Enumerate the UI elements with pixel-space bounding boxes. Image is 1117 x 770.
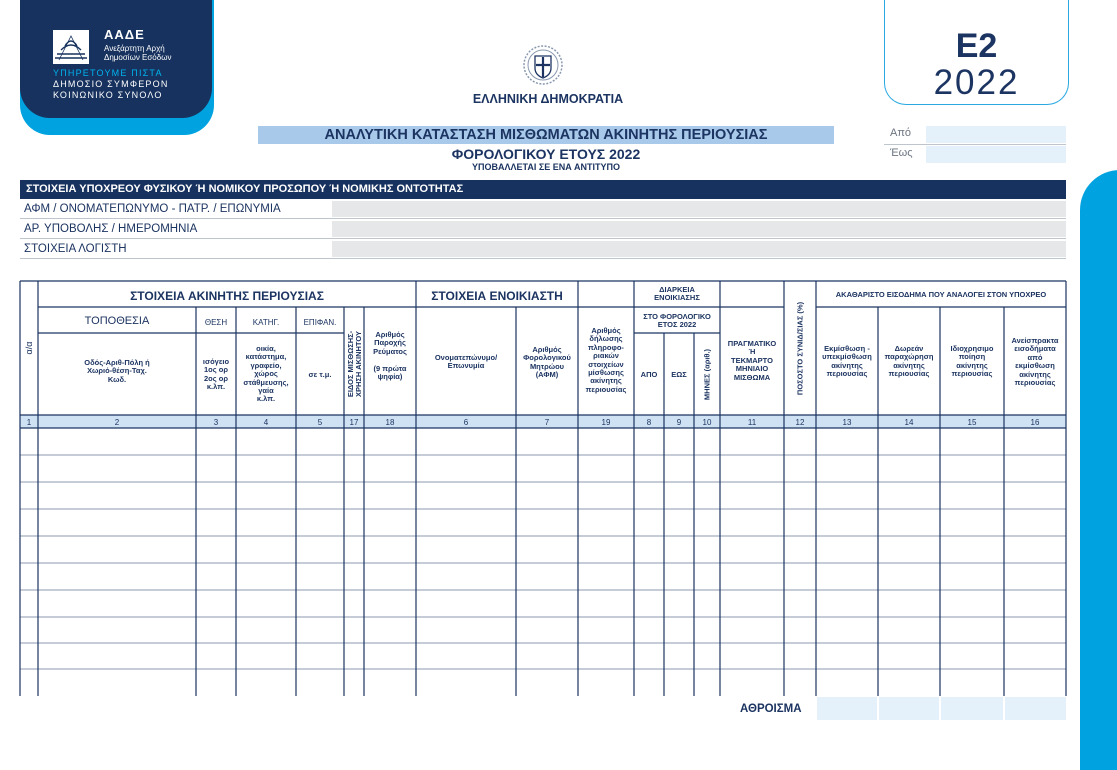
col-number: 3 — [213, 418, 219, 427]
from-label: Από — [890, 127, 912, 139]
afm-label: ΑΦΜ / ΟΝΟΜΑΤΕΠΩΝΥΜΟ - ΠΑΤΡ. / ΕΠΩΝΥΜΙΑ — [24, 203, 281, 215]
duration-group-header: ΔΙΑΡΚΕΙΑ ΕΝΟΙΚΙΑΣΗΣ — [654, 285, 700, 303]
aade-brand: ΑΑΔΕ — [104, 27, 145, 42]
col-number: 6 — [463, 418, 469, 427]
uncollected-header: Ανείσπρακτα εισοδήματα από εκμίσθωση ακίνητης περιουσίας — [1011, 336, 1059, 388]
col-number: 16 — [1030, 418, 1040, 427]
col-number: 1 — [26, 418, 32, 427]
income-group-header: ΑΚΑΘΑΡΙΣΤΟ ΕΙΣΟΔΗΜΑ ΠΟΥ ΑΝΑΛΟΓΕΙ ΣΤΟΝ ΥΠΟΧΡΕΟ — [835, 290, 1047, 299]
sublease-header: Εκμίσθωση - υπεκμίσθωση ακίνητης περιουσίας — [822, 344, 872, 379]
address-header: Οδός-Αριθ-Πόλη ή Χωριό-θέση-Ταχ. Κωδ. — [84, 358, 150, 384]
total-sublease-field[interactable] — [817, 697, 877, 720]
submission-note: ΥΠΟΒΑΛΛΕΤΑΙ ΣΕ ΕΝΑ ΑΝΤΙΤΥΠΟ — [472, 162, 620, 172]
col-number: 17 — [349, 418, 359, 427]
rent-header: ΠΡΑΓΜΑΤΙΚΟ Ή ΤΕΚΜΑΡΤΟ ΜΗΝΙΑΙΟ ΜΙΣΘΩΜΑ — [727, 339, 777, 382]
col-number: 14 — [904, 418, 914, 427]
republic-title: ΕΛΛΗΝΙΚΗ ΔΗΜΟΚΡΑΤΙΑ — [472, 92, 624, 106]
in-year-header: ΣΤΟ ΦΟΡΟΛΟΓΙΚΟ ΕΤΟΣ 2022 — [643, 312, 711, 330]
form-title: ΑΝΑΛΥΤΙΚΗ ΚΑΤΑΣΤΑΣΗ ΜΙΣΘΩΜΑΤΩΝ ΑΚΙΝΗΤΗΣ ΠΕΡΙΟΥΣΙΑΣ — [258, 126, 834, 144]
col-number: 11 — [747, 418, 757, 427]
location-header: ΤΟΠΟΘΕΣΙΑ — [84, 315, 150, 327]
category-desc-header: οικία, κατάστημα, γραφείο, χώρος στάθμευσης, γαία κ.λπ. — [243, 344, 289, 404]
months-header: ΜΗΝΕΣ (αριθ.) — [702, 348, 712, 401]
free-grant-header: Δωρεάν παραχώρηση ακίνητης περιουσίας — [884, 344, 934, 379]
lease-declaration-header: Αριθμός δήλωσης πληροφο- ριακών στοιχείων μίσθωσης ακίνητης περιουσίας — [585, 326, 627, 394]
col-number: 18 — [385, 418, 395, 427]
taxpayer-section-header: ΣΤΟΙΧΕΙΑ ΥΠΟΧΡΕΟΥ ΦΥΣΙΚΟΥ Ή ΝΟΜΙΚΟΥ ΠΡΟΣΩΠΟΥ Ή ΝΟΜΙΚΗΣ ΟΝΤΟΤΗΤΑΣ — [20, 180, 1066, 199]
col-number: 8 — [646, 418, 652, 427]
col-number: 5 — [317, 418, 323, 427]
submission-label: ΑΡ. ΥΠΟΒΟΛΗΣ / ΗΜΕΡΟΜΗΝΙΑ — [24, 223, 198, 235]
to-label: Έως — [890, 147, 913, 159]
col-number: 7 — [544, 418, 550, 427]
accountant-label: ΣΤΟΙΧΕΙΑ ΛΟΓΙΣΤΗ — [24, 243, 127, 255]
col-number: 19 — [601, 418, 611, 427]
serial-header: α/α — [24, 341, 34, 355]
property-group-header: ΣΤΟΙΧΕΙΑ ΑΚΙΝΗΤΗΣ ΠΕΡΙΟΥΣΙΑΣ — [130, 289, 324, 303]
form-code: Ε2 — [955, 27, 998, 65]
floor-header: ισόγειο 1ος ορ 2ος ορ κ.λπ. — [202, 357, 230, 392]
self-use-header: Ιδιοχρησιμο ποίηση ακίνητης περιουσίας — [950, 344, 994, 379]
tenant-group-header: ΣΤΟΙΧΕΙΑ ΕΝΟΙΚΙΑΣΤΗ — [431, 289, 563, 303]
use-type-header: ΕΙΔΟΣ ΜΙΣΘΩΣΗΣ- ΧΡΗΣΗ ΑΚΙΝΗΤΟΥ — [346, 330, 363, 398]
meter-header: Αριθμός Παροχής Ρεύματος (9 πρώτα ψηφία) — [373, 330, 407, 382]
motto-line3: ΚΟΙΝΩΝΙΚΟ ΣΥΝΟΛΟ — [53, 90, 163, 100]
from-header: ΑΠΟ — [640, 370, 658, 379]
motto-line2: ΔΗΜΟΣΙΟ ΣΥΜΦΕΡΟΝ — [53, 79, 169, 89]
tenant-name-header: Ονοματεπώνυμο/ Επωνυμία — [434, 353, 498, 371]
sqm-header: σε τ.μ. — [308, 370, 332, 379]
col-number: 4 — [263, 418, 269, 427]
total-label: ΑΘΡΟΙΣΜΑ — [740, 703, 802, 715]
form-subtitle: ΦΟΡΟΛΟΓΙΚΟΥ ΕΤΟΥΣ 2022 — [451, 146, 641, 162]
col-number: 15 — [967, 418, 977, 427]
form-year: 2022 — [933, 63, 1020, 102]
col-number: 12 — [795, 418, 805, 427]
col-number: 2 — [114, 418, 120, 427]
category-header: ΚΑΤΗΓ. — [252, 318, 280, 327]
total-uncollected-field[interactable] — [1005, 697, 1066, 720]
total-self-use-field[interactable] — [941, 697, 1003, 720]
col-number: 10 — [702, 418, 712, 427]
aade-sub2: Δημοσίων Εσόδων — [104, 53, 172, 62]
tenant-afm-header: Αριθμός Φορολογικού Μητρώου (ΑΦΜ) — [523, 345, 571, 380]
area-header: ΕΠΙΦΑΝ. — [303, 318, 337, 327]
col-number: 13 — [842, 418, 852, 427]
total-free-grant-field[interactable] — [879, 697, 939, 720]
to-header: ΕΩΣ — [671, 370, 687, 379]
aade-sub1: Ανεξάρτητη Αρχή — [104, 44, 165, 53]
motto-line1: ΥΠΗΡΕΤΟΥΜΕ ΠΙΣΤΑ — [53, 68, 163, 78]
share-header: ΠΟΣΟΣΤΟ ΣΥΝΙΔ/ΣΙΑΣ (%) — [795, 301, 805, 396]
position-header: ΘΕΣΗ — [204, 318, 228, 327]
col-number: 9 — [676, 418, 682, 427]
